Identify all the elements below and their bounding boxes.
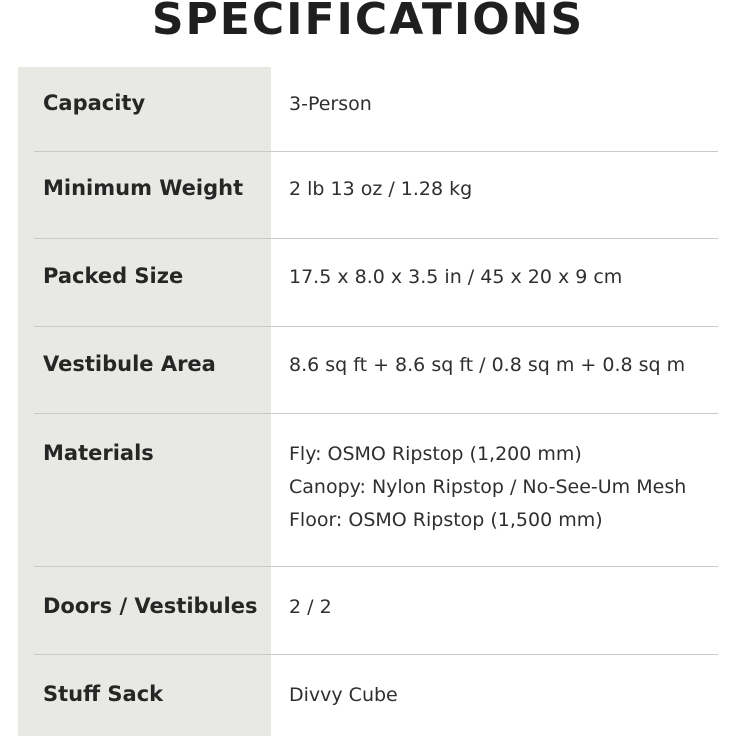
spec-row-minimum-weight bbox=[18, 151, 718, 239]
spec-row-capacity bbox=[18, 67, 718, 151]
spec-value-line: 17.5 x 8.0 x 3.5 in / 45 x 20 x 9 cm bbox=[289, 266, 623, 288]
spec-value-line: Floor: OSMO Ripstop (1,500 mm) bbox=[289, 509, 603, 531]
spec-value bbox=[289, 173, 472, 206]
spec-label: Minimum Weight bbox=[43, 176, 244, 200]
spec-row-vestibule-area bbox=[18, 326, 718, 414]
spec-value-line: 2 lb 13 oz / 1.28 kg bbox=[289, 178, 473, 200]
spec-label: Doors / Vestibules bbox=[43, 594, 258, 618]
spec-value-line: Fly: OSMO Ripstop (1,200 mm) bbox=[289, 443, 582, 465]
spec-value-line: 3-Person bbox=[289, 93, 372, 115]
spec-value-line: 8.6 sq ft + 8.6 sq ft / 0.8 sq m + 0.8 sq m bbox=[289, 354, 686, 376]
spec-label: Packed Size bbox=[43, 264, 184, 288]
spec-row-doors-vestibules bbox=[18, 566, 718, 654]
spec-label: Materials bbox=[43, 441, 154, 465]
spec-value bbox=[289, 591, 332, 624]
spec-value-line: Canopy: Nylon Ripstop / No-See-Um Mesh bbox=[289, 476, 687, 498]
page-title: SPECIFICATIONS bbox=[151, 0, 585, 45]
spec-value-line: 2 / 2 bbox=[289, 596, 332, 618]
spec-value bbox=[289, 88, 372, 121]
spec-value bbox=[289, 261, 622, 294]
spec-value-line: Divvy Cube bbox=[289, 684, 398, 706]
spec-value bbox=[289, 438, 686, 537]
spec-label: Vestibule Area bbox=[43, 352, 216, 376]
spec-table bbox=[18, 67, 718, 736]
spec-value bbox=[289, 679, 398, 712]
spec-row-packed-size bbox=[18, 238, 718, 326]
spec-label: Capacity bbox=[43, 91, 146, 115]
spec-row-materials bbox=[18, 413, 718, 566]
spec-value bbox=[289, 349, 685, 382]
spec-row-stuff-sack bbox=[18, 654, 718, 736]
spec-label: Stuff Sack bbox=[43, 682, 164, 706]
